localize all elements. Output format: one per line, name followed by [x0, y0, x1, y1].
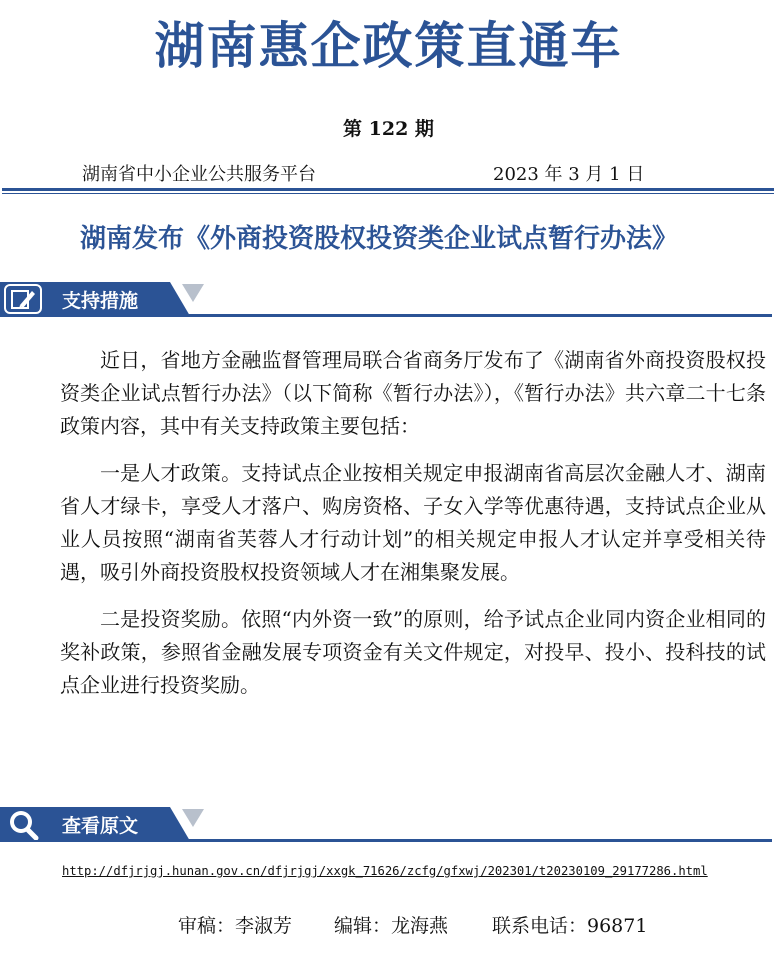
magnifier-icon [6, 808, 40, 844]
section-triangle-decoration [182, 284, 204, 302]
header-divider-thin [2, 193, 774, 194]
footer-reviewer: 审稿：李淑芳 [178, 915, 293, 937]
section-header-original [0, 807, 777, 847]
section-label-support: 支持措施 [62, 290, 139, 312]
pencil-icon [4, 284, 42, 314]
body-paragraph-investment: 二是投资奖励。依照“内外资一致”的原则，给予试点企业同内资企业相同的奖补政策，参照省金融发展专项资金有关文件规定，对投早、投小、投科技的试点企业进行投资奖励。 [60, 607, 766, 697]
publisher-name: 湖南省中小企业公共服务平台 [82, 164, 316, 185]
publish-date: 2023 年 3 月 1 日 [493, 164, 645, 185]
body-paragraph-intro: 近日，省地方金融监督管理局联合省商务厅发布了《湖南省外商投资股权投资类企业试点暂行办法》（以下简称《暂行办法》），《暂行办法》共六章二十七条政策内容，其中有关支持政策主要包括： [60, 348, 766, 438]
section-triangle-decoration [182, 809, 204, 827]
article-title: 湖南发布《外商投资股权投资类企业试点暂行办法》 [80, 224, 679, 254]
article-body [60, 344, 766, 716]
body-paragraph-talent: 一是人才政策。支持试点企业按相关规定申报湖南省高层次金融人才、湖南省人才绿卡，享受人才落户、购房资格、子女入学等优惠待遇，支持试点企业从业人员按照“湖南省芙蓉人才行动计划”的相关规定申报人才认定并享受相关待遇，吸引外商投资股权投资领域人才在湘集聚发展。 [60, 461, 766, 584]
footer-editor: 编辑：龙海燕 [334, 915, 449, 937]
footer-phone: 联系电话：96871 [492, 915, 648, 937]
section-label-original: 查看原文 [62, 815, 139, 837]
header-divider-thick [2, 188, 774, 191]
section-header-support [0, 282, 777, 322]
masthead-title: 湖南惠企政策直通车 [154, 17, 623, 75]
issue-number: 第 122 期 [343, 118, 434, 140]
original-source-link[interactable]: http://dfjrjgj.hunan.gov.cn/dfjrjgj/xxgk_71626/zcfg/gfxwj/202301/t20230109_29177286.html [62, 864, 708, 878]
